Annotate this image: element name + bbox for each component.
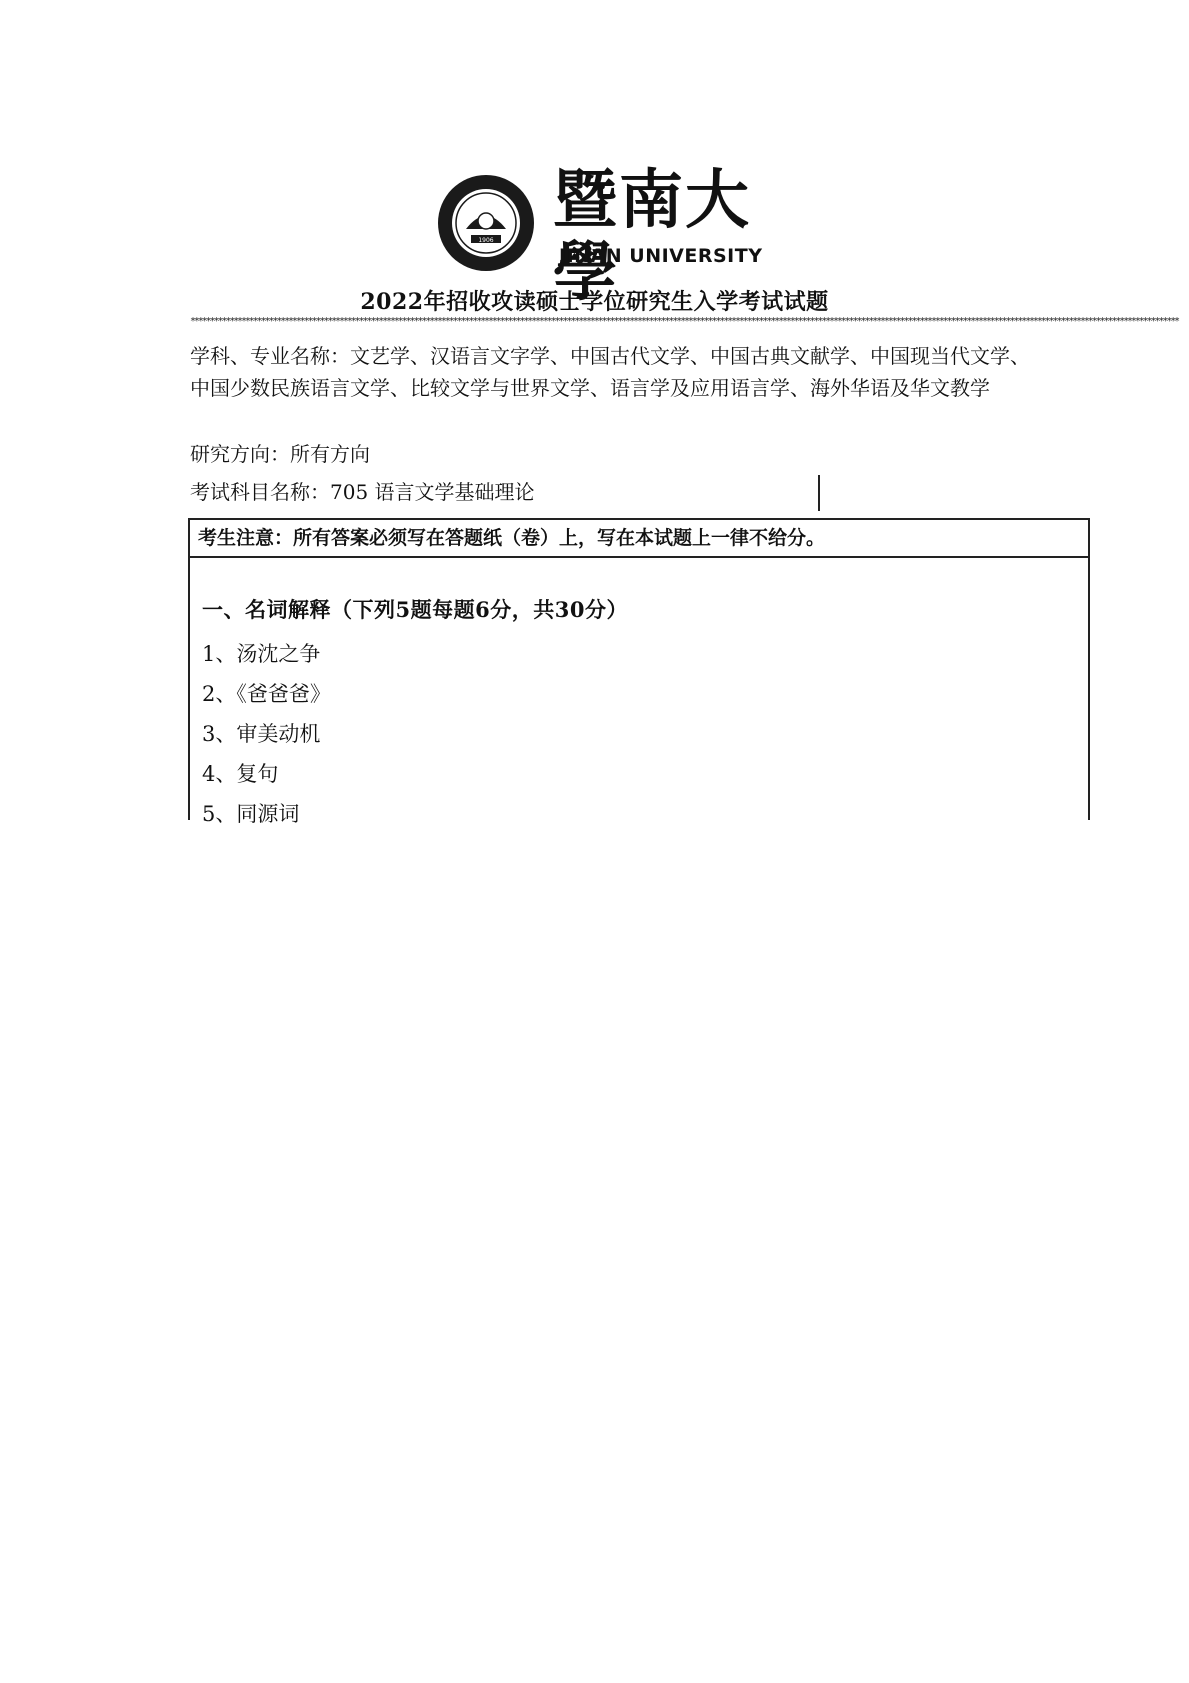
university-wordmark (553, 163, 803, 310)
question-item: 3、审美动机 (202, 722, 321, 746)
question-item: 1、汤沈之争 (202, 642, 321, 666)
exam-course-line (190, 476, 1040, 508)
exam-title: 2022年招收攻读硕士学位研究生入学考试试题 (360, 289, 829, 315)
exam-course-label: 考试科目名称： (190, 480, 330, 504)
subject-major-label: 学科、专业名称： (190, 344, 350, 368)
question-item: 5、同源词 (202, 802, 300, 826)
question-item: 4、复句 (202, 762, 279, 786)
exam-course-value: 705 语言文学基础理论 (330, 480, 535, 504)
seal-year: 1906 (478, 237, 494, 244)
question-item: 2、《爸爸爸》 (202, 682, 331, 706)
subject-major-value: 文艺学、汉语言文字学、中国古代文学、中国古典文献学、中国现当代文学、中国少数民族语言文学、比较文学与世界文学、语言学及应用语言学、海外华语及华文教学 (190, 344, 1030, 400)
university-name-en: JINAN UNIVERSITY (559, 245, 763, 267)
research-direction-value: 所有方向 (290, 442, 370, 466)
star-divider: ************************************************************************************************************************************************************************************************************************************************************ (190, 316, 1178, 327)
research-direction-label: 研究方向： (190, 442, 290, 466)
margin-mark (818, 475, 820, 511)
section-heading: 一、名词解释（下列5题每题6分，共30分） (202, 597, 628, 622)
question-list (202, 634, 331, 834)
subject-major-line (190, 340, 1040, 404)
question-box (188, 518, 1090, 826)
university-seal-icon (436, 173, 536, 273)
candidate-notice: 考生注意：所有答案必须写在答题纸（卷）上，写在本试题上一律不给分。 (190, 520, 1088, 558)
university-name-cn: 暨南大學 (553, 163, 751, 310)
research-direction-line (190, 438, 1040, 470)
